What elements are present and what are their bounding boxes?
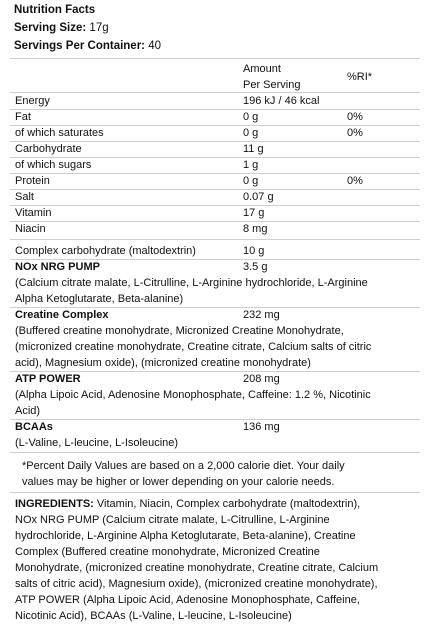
nutrient-ri: 0% [347, 111, 363, 123]
nutrient-row-fat [10, 109, 420, 125]
creatine-amount: 232 mg [243, 309, 280, 321]
creatine-detail-line: (micronized creatine monohydrate, Creatine citrate, Calcium salts of citric [15, 341, 372, 353]
nutrient-name: Vitamin [15, 207, 52, 219]
creatine-detail-line: (Buffered creatine monohydrate, Micronized Creatine Monohydrate, [15, 325, 344, 337]
atp-amount: 208 mg [243, 373, 280, 385]
nox-detail-line: (Calcium citrate malate, L-Citrulline, L-Arginine hydrochloride, L-Arginine [15, 277, 368, 289]
nutrient-name: Fat [15, 111, 31, 123]
nutrient-row-vitamin [10, 205, 420, 221]
serving-size: Serving Size: 17g [14, 22, 109, 34]
servings-per-container: Servings Per Container: 40 [14, 40, 162, 52]
atp-detail-line: Acid) [15, 405, 41, 417]
nutrient-amount: 196 kJ / 46 kcal [243, 95, 320, 107]
creatine-name: Creatine Complex [15, 309, 109, 321]
nutrient-amount: 11 g [243, 143, 264, 155]
complex-carb-row [10, 243, 420, 259]
ingredients-line: hydrochloride, L-Arginine Alpha Ketoglutarate, Beta-alanine), Creatine [15, 530, 356, 542]
nutrient-amount: 1 g [243, 159, 259, 171]
nox-amount: 3.5 g [243, 261, 268, 273]
nutrient-amount: 0 g [243, 111, 259, 123]
nox-row [10, 259, 420, 275]
ingredients-line: ATP POWER (Alpha Lipoic Acid, Adenosine Monophosphate, Caffeine, [15, 594, 360, 606]
atp-name: ATP POWER [15, 373, 81, 385]
divider [10, 452, 420, 453]
divider [10, 239, 420, 240]
nutrient-row-sugars [10, 157, 420, 173]
complex-carb-name: Complex carbohydrate (maltodextrin) [15, 245, 196, 257]
bcaa-detail-line: (L-Valine, L-leucine, L-Isoleucine) [15, 437, 179, 449]
bcaa-amount: 136 mg [243, 421, 280, 433]
nutrient-name: Salt [15, 191, 34, 203]
divider [10, 492, 420, 493]
complex-carb-amount: 10 g [243, 245, 265, 257]
nutrient-amount: 0 g [243, 127, 259, 139]
bcaa-row [10, 419, 420, 435]
nutrient-row-niacin [10, 221, 420, 237]
nutrient-row-energy [10, 93, 420, 109]
title: Nutrition Facts [14, 4, 96, 16]
divider [10, 58, 420, 59]
nutrient-amount: 0.07 g [243, 191, 274, 203]
nutrient-row-salt [10, 189, 420, 205]
creatine-detail-line: acid), Magnesium oxide), (micronized creatine monohydrate) [15, 357, 311, 369]
nutrient-name: of which saturates [15, 127, 104, 139]
nutrient-row-protein [10, 173, 420, 189]
ingredients-label: INGREDIENTS: [15, 498, 94, 510]
ri-header: %RI* [347, 71, 373, 83]
ingredients-line: NOx NRG PUMP (Calcium citrate malate, L-Citrulline, L-Arginine [15, 514, 330, 526]
nutrient-name: Niacin [15, 223, 46, 235]
nutrient-name: Energy [15, 95, 50, 107]
ingredients-line: Complex (Buffered creatine monohydrate, Micronized Creatine [15, 546, 320, 558]
nutrient-ri: 0% [347, 175, 363, 187]
nutrient-amount: 0 g [243, 175, 259, 187]
ingredients-line: Monohydrate, (micronized creatine monohydrate, Creatine citrate, Calcium [15, 562, 379, 574]
ingredients-line: Nicotinic Acid), BCAAs (L-Valine, L-leucine, L-Isoleucine) [15, 610, 292, 622]
creatine-row [10, 307, 420, 323]
nutrient-amount: 17 g [243, 207, 265, 219]
footnote-line: values may be higher or lower depending on your calorie needs. [22, 476, 335, 488]
amount-header-line1: Amount [243, 63, 281, 75]
nutrient-name: Protein [15, 175, 50, 187]
ingredients-line: INGREDIENTS: Vitamin, Niacin, Complex carbohydrate (maltodextrin), [15, 498, 361, 510]
nutrient-ri: 0% [347, 127, 363, 139]
ingredients-line: salts of citric acid), Magnesium oxide), (micronized creatine monohydrate), [15, 578, 378, 590]
bcaa-name: BCAAs [15, 421, 53, 433]
nox-name: NOx NRG PUMP [15, 261, 100, 273]
nutrient-row-saturates [10, 125, 420, 141]
nutrient-name: of which sugars [15, 159, 92, 171]
nutrient-row-carbohydrate [10, 141, 420, 157]
footnote-line: *Percent Daily Values are based on a 2,000 calorie diet. Your daily [22, 460, 345, 472]
atp-detail-line: (Alpha Lipoic Acid, Adenosine Monophosphate, Caffeine: 1.2 %, Nicotinic [15, 389, 371, 401]
nox-detail-line: Alpha Ketoglutarate, Beta-alanine) [15, 293, 184, 305]
nutrient-amount: 8 mg [243, 223, 268, 235]
nutrient-name: Carbohydrate [15, 143, 82, 155]
amount-header-line2: Per Serving [243, 79, 301, 91]
atp-row [10, 371, 420, 387]
